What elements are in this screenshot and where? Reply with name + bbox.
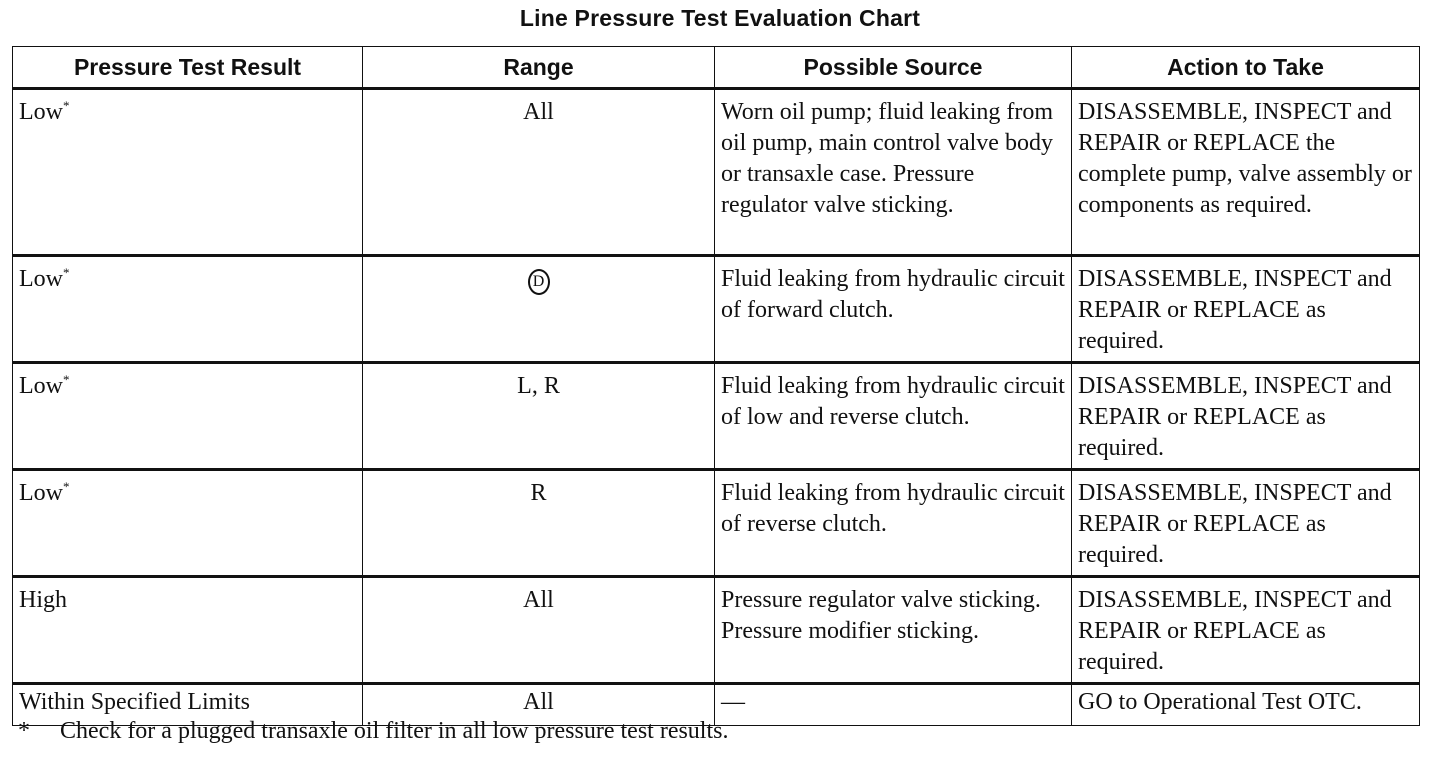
result-value: Within Specified Limits	[19, 689, 250, 715]
table-row	[13, 256, 1420, 363]
range-cell: All	[363, 577, 715, 684]
source-cell: Fluid leaking from hydraulic circuit of low and reverse clutch.	[715, 363, 1072, 470]
footnote-marker: *	[63, 372, 70, 387]
result-value: Low	[19, 266, 63, 292]
source-cell: —	[715, 684, 1072, 726]
action-cell: GO to Operational Test OTC.	[1072, 684, 1420, 726]
source-cell: Fluid leaking from hydraulic circuit of reverse clutch.	[715, 470, 1072, 577]
footnote-asterisk: *	[18, 718, 30, 744]
evaluation-table	[12, 46, 1420, 726]
action-cell: DISASSEMBLE, INSPECT and REPAIR or REPLACE as required.	[1072, 256, 1420, 363]
result-cell	[13, 577, 363, 684]
result-cell	[13, 89, 363, 256]
source-cell: Pressure regulator valve sticking. Pressure modifier sticking.	[715, 577, 1072, 684]
header-action-to-take: Action to Take	[1072, 47, 1420, 89]
result-cell	[13, 470, 363, 577]
action-cell: DISASSEMBLE, INSPECT and REPAIR or REPLACE as required.	[1072, 363, 1420, 470]
circled-drive-range: D	[528, 269, 550, 295]
header-range: Range	[363, 47, 715, 89]
range-cell: All	[363, 684, 715, 726]
action-cell: DISASSEMBLE, INSPECT and REPAIR or REPLACE as required.	[1072, 577, 1420, 684]
header-pressure-test-result: Pressure Test Result	[13, 47, 363, 89]
range-cell: All	[363, 89, 715, 256]
footnote-marker: *	[63, 265, 70, 280]
source-cell: Worn oil pump; fluid leaking from oil pump, main control valve body or transaxle case. Pressure regulator valve sticking.	[715, 89, 1072, 256]
result-value: Low	[19, 99, 63, 125]
result-cell	[13, 256, 363, 363]
source-cell: Fluid leaking from hydraulic circuit of forward clutch.	[715, 256, 1072, 363]
range-cell: R	[363, 470, 715, 577]
result-value: High	[19, 587, 67, 613]
footnote	[18, 718, 728, 745]
table-row	[13, 470, 1420, 577]
page-title: Line Pressure Test Evaluation Chart	[519, 5, 921, 31]
footnote-marker: *	[63, 98, 70, 113]
action-cell: DISASSEMBLE, INSPECT and REPAIR or REPLACE the complete pump, valve assembly or components as required.	[1072, 89, 1420, 256]
result-cell	[13, 363, 363, 470]
result-value: Low	[19, 373, 63, 399]
range-cell	[363, 256, 715, 363]
result-value: Low	[19, 480, 63, 506]
table-row	[13, 363, 1420, 470]
range-cell: L, R	[363, 363, 715, 470]
header-possible-source: Possible Source	[715, 47, 1072, 89]
table-row	[13, 89, 1420, 256]
table-header-row	[13, 47, 1420, 89]
table-row	[13, 577, 1420, 684]
action-cell: DISASSEMBLE, INSPECT and REPAIR or REPLACE as required.	[1072, 470, 1420, 577]
footnote-text: Check for a plugged transaxle oil filter in all low pressure test results.	[60, 718, 729, 744]
footnote-marker: *	[63, 479, 70, 494]
